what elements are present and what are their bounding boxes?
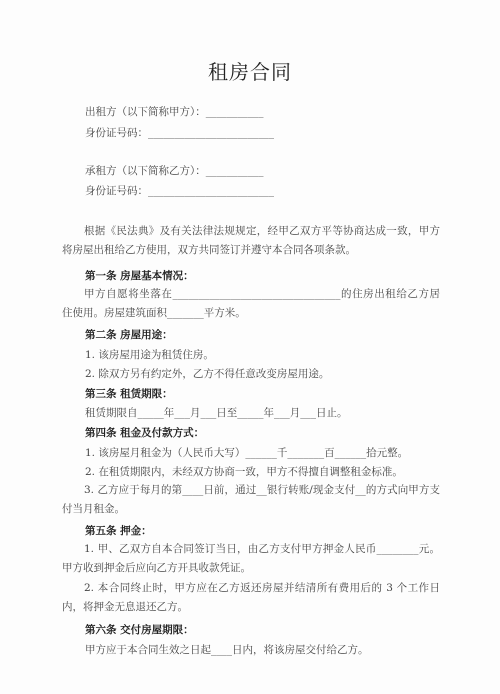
lessor-line: 出租方（以下简称甲方）：___________ bbox=[85, 106, 264, 118]
intro-paragraph: 根据《民法典》及有关法律法规规定，经甲乙双方平等协商达成一致，甲方将房屋出租给乙方使用，双方共同签订并遵守本合同各项条款。 bbox=[62, 225, 440, 256]
article-4-item-1: 1. 该房屋月租金为（人民币大写）______千_______百______拾元整。 bbox=[85, 447, 409, 459]
article-6-title: 第六条 交付房屋期限： bbox=[85, 624, 194, 636]
lessor-id-line: 身份证号码：________________________ bbox=[85, 127, 274, 139]
article-1-title: 第一条 房屋基本情况： bbox=[85, 270, 194, 282]
article-1-text: 甲方自愿将坐落在________________________________的住房出租给乙方居住使用。房屋建筑面积_______平方米。 bbox=[62, 288, 440, 319]
article-3-text: 租赁期限自_____年___月___日至_____年___月___日止。 bbox=[85, 407, 348, 419]
article-5-item-1: 1. 甲、乙双方自本合同签订当日，由乙方支付甲方押金人民币________元。甲方收到押金后应向乙方开具收款凭证。 bbox=[62, 543, 440, 574]
article-2-item-1: 1. 该房屋用途为租赁住房。 bbox=[85, 349, 214, 361]
lessee-id-line: 身份证号码：________________________ bbox=[85, 185, 274, 197]
lessee-line: 承租方（以下简称乙方）：___________ bbox=[85, 165, 264, 177]
article-5-title: 第五条 押金： bbox=[85, 525, 152, 537]
article-3-title: 第三条 租赁期限： bbox=[85, 388, 173, 400]
article-2-title: 第二条 房屋用途： bbox=[85, 329, 173, 341]
article-6-text: 甲方应于本合同生效之日起____日内，将该房屋交付给乙方。 bbox=[85, 644, 369, 656]
article-5-item-2: 2. 本合同终止时，甲方应在乙方返还房屋并结清所有费用后的 3 个工作日内，将押金无息退还乙方。 bbox=[62, 582, 440, 613]
article-4-item-2: 2. 在租赁期限内，未经双方协商一致，甲方不得擅自调整租金标准。 bbox=[85, 466, 403, 478]
article-4-title: 第四条 租金及付款方式： bbox=[85, 427, 205, 439]
document-title: 租房合同 bbox=[208, 60, 292, 84]
article-2-item-2: 2. 除双方另有约定外，乙方不得任意改变房屋用途。 bbox=[85, 368, 330, 380]
article-4-item-3: 3. 乙方应于每月的第____日前，通过__银行转账/现金支付__的方式向甲方支付当月租金。 bbox=[62, 484, 440, 515]
